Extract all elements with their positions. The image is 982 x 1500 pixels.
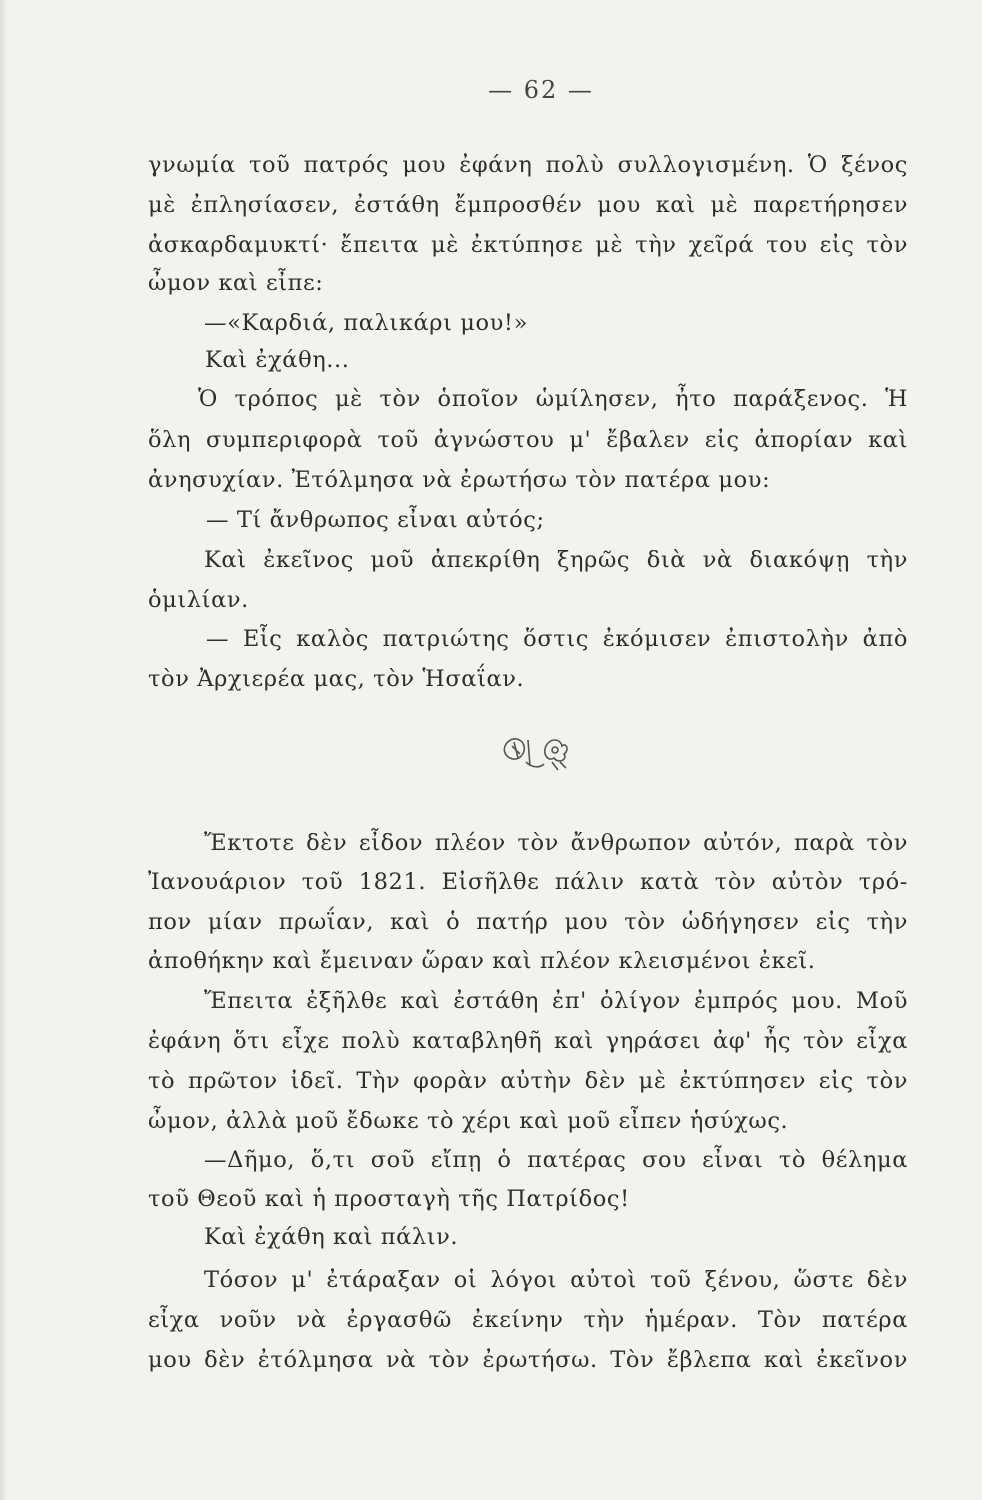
text-line: ὅλη συμπεριφορὰ τοῦ ἀγνώστου μ' ἔβαλεν εἰς ἀπορίαν καὶ bbox=[148, 427, 908, 453]
text-line: ἀνησυχίαν. Ἐτόλμησα νὰ ἐρωτήσω τὸν πατέρα μου: bbox=[148, 467, 771, 493]
text-line: ἀσκαρδαμυκτί· ἔπειτα μὲ ἐκτύπησε μὲ τὴν χεῖρά του εἰς τὸν bbox=[148, 232, 908, 258]
text-line: Ἔπειτα ἐξῆλθε καὶ ἐστάθη ἐπ' ὀλίγον ἐμπρός μου. Μοῦ bbox=[204, 988, 908, 1014]
text-line: — Τί ἄνθρωπος εἶναι αὐτός; bbox=[206, 507, 545, 533]
text-line: —Δῆμο, ὅ,τι σοῦ εἴπῃ ὁ πατέρας σου εἶναι τὸ θέλημα bbox=[204, 1147, 908, 1173]
text-line: εἶχα νοῦν νὰ ἐργασθῶ ἐκείνην τὴν ἡμέραν. Τὸν πατέρα bbox=[148, 1307, 908, 1333]
text-line: —«Καρδιά, παλικάρι μου!» bbox=[204, 310, 528, 336]
text-line: ὦμον, ἀλλὰ μοῦ ἔδωκε τὸ χέρι καὶ μοῦ εἶπεν ἡσύχως. bbox=[148, 1108, 789, 1134]
text-line: — Εἷς καλὸς πατριώτης ὅστις ἐκόμισεν ἐπιστολὴν ἀπὸ bbox=[206, 626, 908, 652]
text-line: μου δὲν ἐτόλμησα νὰ τὸν ἐρωτήσω. Τὸν ἔβλεπα καὶ ἐκεῖνον bbox=[148, 1347, 908, 1373]
page-number: — 62 — bbox=[488, 76, 594, 104]
text-line: τὸ πρῶτον ἰδεῖ. Τὴν φορὰν αὐτὴν δὲν μὲ ἐκτύπησεν εἰς τὸν bbox=[148, 1068, 908, 1094]
text-line: Καὶ ἐχάθη καὶ πάλιν. bbox=[204, 1224, 459, 1250]
text-line: Τόσον μ' ἐτάραξαν οἱ λόγοι αὐτοὶ τοῦ ξένου, ὥστε δὲν bbox=[204, 1267, 908, 1293]
text-line: γνωμία τοῦ πατρός μου ἐφάνη πολὺ συλλογισμένη. Ὁ ξένος bbox=[148, 152, 908, 178]
text-line: ἐφάνη ὅτι εἶχε πολὺ καταβληθῆ καὶ γηράσει ἀφ' ἧς τὸν εἶχα bbox=[148, 1028, 908, 1054]
text-line: ἀποθήκην καὶ ἔμειναν ὥραν καὶ πλέον κλεισμένοι ἐκεῖ. bbox=[148, 948, 816, 974]
text-line: μὲ ἐπλησίασεν, ἐστάθη ἔμπροσθέν μου καὶ μὲ παρετήρησεν bbox=[148, 192, 908, 218]
text-line: πον μίαν πρωΐαν, καὶ ὁ πατήρ μου τὸν ὡδήγησεν εἰς τὴν bbox=[148, 909, 908, 935]
text-line: τὸν Ἀρχιερέα μας, τὸν Ἡσαΐαν. bbox=[148, 666, 525, 692]
floral-vignette-icon bbox=[500, 732, 572, 772]
text-line: Ἔκτοτε δὲν εἶδον πλέον τὸν ἄνθρωπον αὐτόν, παρὰ τὸν bbox=[204, 830, 908, 856]
text-line: Καὶ ἐχάθη... bbox=[205, 347, 350, 373]
text-line: τοῦ Θεοῦ καὶ ἡ προσταγὴ τῆς Πατρίδος! bbox=[148, 1186, 630, 1212]
text-line: Ἰανουάριον τοῦ 1821. Εἰσῆλθε πάλιν κατὰ τὸν αὐτὸν τρό- bbox=[148, 869, 908, 895]
text-line: Ὁ τρόπος μὲ τὸν ὁποῖον ὡμίλησεν, ἦτο παράξενος. Ἡ bbox=[198, 386, 908, 412]
text-line: ὦμον καὶ εἶπε: bbox=[148, 270, 324, 296]
text-line: Καὶ ἐκεῖνος μοῦ ἀπεκρίθη ξηρῶς διὰ νὰ διακόψῃ τὴν bbox=[204, 547, 908, 573]
page-gutter-shadow bbox=[0, 0, 8, 1500]
text-line: ὁμιλίαν. bbox=[148, 587, 249, 613]
